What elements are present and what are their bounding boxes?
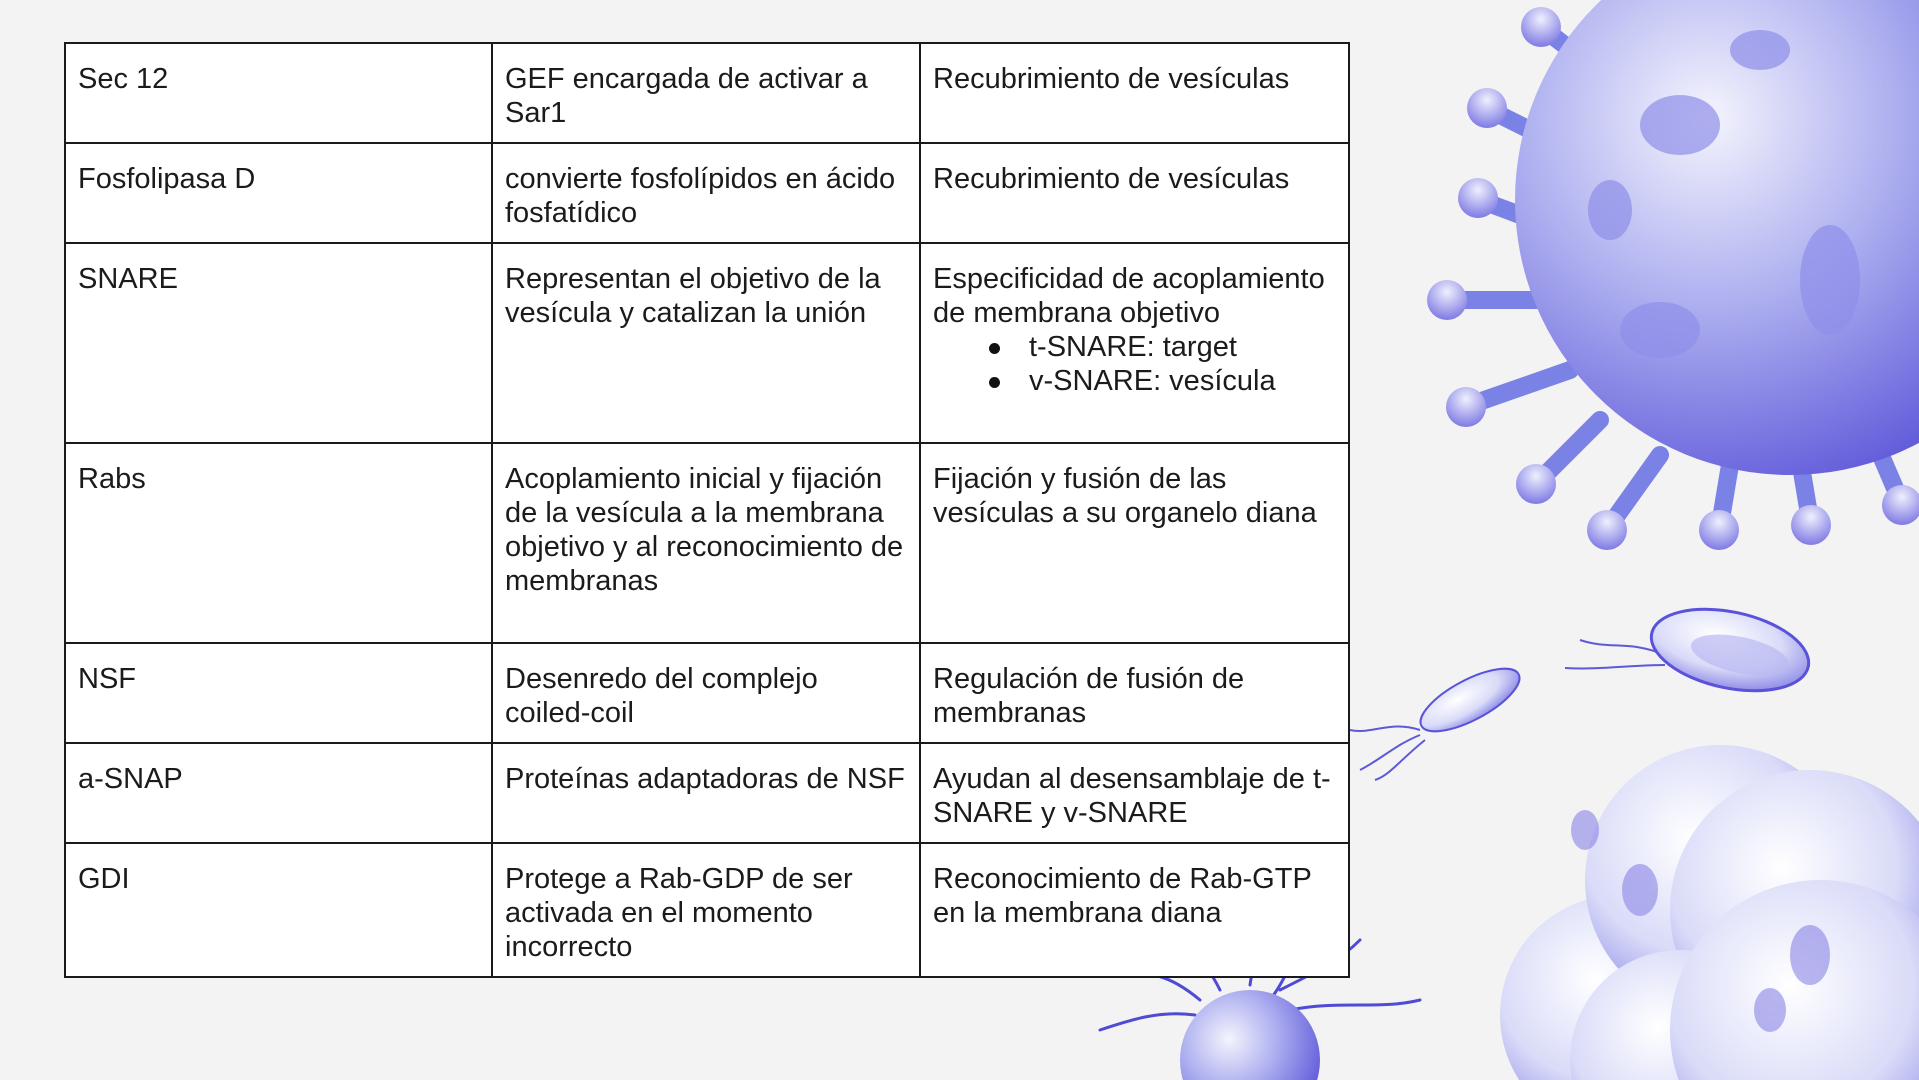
role-cell: Ayudan al desensamblaje de t-SNARE y v-SNARE [920, 743, 1349, 843]
table-row [65, 843, 1349, 977]
protein-cell: GDI [65, 843, 492, 977]
protein-cell: Rabs [65, 443, 492, 643]
list-item: t-SNARE: target [1029, 330, 1336, 364]
function-cell: Proteínas adaptadoras de NSF [492, 743, 920, 843]
function-cell: convierte fosfolípidos en ácido fosfatídico [492, 143, 920, 243]
bacterium-small-icon [1350, 657, 1528, 780]
role-text: Especificidad de acoplamiento de membrana objetivo [933, 263, 1325, 329]
table-row [65, 143, 1349, 243]
table-row [65, 743, 1349, 843]
microbe-oval-icon [1565, 596, 1816, 704]
protein-cell: SNARE [65, 243, 492, 443]
function-cell: Representan el objetivo de la vesícula y catalizan la unión [492, 243, 920, 443]
role-cell: Reconocimiento de Rab-GTP en la membrana diana [920, 843, 1349, 977]
function-cell: Protege a Rab-GDP de ser activada en el momento incorrecto [492, 843, 920, 977]
role-cell [920, 243, 1349, 443]
protein-function-table [64, 42, 1350, 978]
snare-type-list [933, 330, 1336, 398]
function-cell: GEF encargada de activar a Sar1 [492, 43, 920, 143]
virus-large-icon [1427, 0, 1919, 550]
role-cell: Fijación y fusión de las vesículas a su organelo diana [920, 443, 1349, 643]
protein-cell: NSF [65, 643, 492, 743]
protein-cell: Sec 12 [65, 43, 492, 143]
role-cell: Regulación de fusión de membranas [920, 643, 1349, 743]
function-cell: Desenredo del complejo coiled-coil [492, 643, 920, 743]
role-cell: Recubrimiento de vesículas [920, 43, 1349, 143]
table-row [65, 643, 1349, 743]
list-item: v-SNARE: vesícula [1029, 364, 1336, 398]
protein-cell: a-SNAP [65, 743, 492, 843]
function-cell: Acoplamiento inicial y fijación de la vesícula a la membrana objetivo y al reconocimiento de membranas [492, 443, 920, 643]
table-row [65, 243, 1349, 443]
cell-cluster-icon [1500, 745, 1919, 1080]
table-row [65, 43, 1349, 143]
table-row [65, 443, 1349, 643]
role-cell: Recubrimiento de vesículas [920, 143, 1349, 243]
protein-cell: Fosfolipasa D [65, 143, 492, 243]
